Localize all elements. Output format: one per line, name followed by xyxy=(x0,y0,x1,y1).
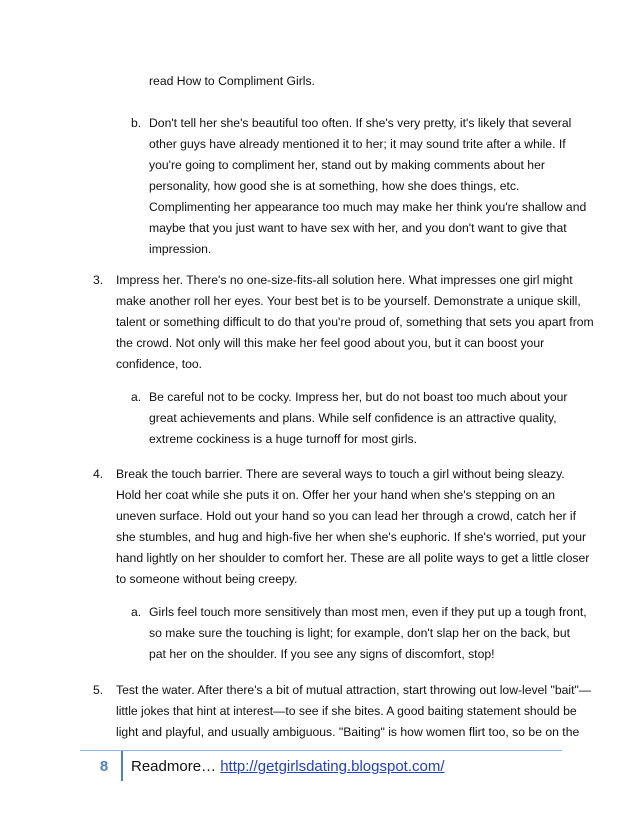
footer-link[interactable]: http://getgirlsdating.blogspot.com/ xyxy=(220,758,445,775)
text-line: great achievements and plans. While self confidence is an attractive quality, xyxy=(149,411,557,425)
text-line: she stumbles, and hug and high-five her when she's euphoric. If she's worried, put your xyxy=(116,530,587,544)
list-marker: a. xyxy=(131,605,142,619)
text-line: Be careful not to be cocky. Impress her, but do not boast too much about your xyxy=(149,390,568,404)
footer-separator xyxy=(121,751,123,781)
footer-prefix: Readmore… xyxy=(131,758,221,775)
text-line: Girls feel touch more sensitively than most men, even if they put up a tough front, xyxy=(149,605,587,619)
page-number: 8 xyxy=(99,758,109,775)
text-line: impression. xyxy=(149,242,212,256)
text-line: make another roll her eyes. Your best bet is to be yourself. Demonstrate a unique skill, xyxy=(116,294,581,308)
text-line: Complimenting her appearance too much may make her think you're shallow and xyxy=(149,200,587,214)
text-line: extreme cockiness is a huge turnoff for most girls. xyxy=(149,432,418,446)
text-line: Break the touch barrier. There are several ways to touch a girl without being sleazy. xyxy=(116,467,565,481)
text-line: the crowd. Not only will this make her feel good about you, but it can boost your xyxy=(116,336,545,350)
text-line: uneven surface. Hold out your hand so you can lead her through a crowd, catch her if xyxy=(116,509,577,523)
text-line: you're going to compliment her, stand out by making comments about her xyxy=(149,158,545,172)
list-marker: b. xyxy=(131,116,142,130)
footer-rule xyxy=(80,750,562,751)
text-line: Impress her. There's no one-size-fits-all solution here. What impresses one girl might xyxy=(116,273,573,287)
list-marker: 4. xyxy=(93,467,104,481)
text-line: pat her on the shoulder. If you see any signs of discomfort, stop! xyxy=(149,647,495,661)
text-line: little jokes that hint at interest—to see if she bites. A good baiting statement should be xyxy=(116,704,577,718)
text-line: personality, how good she is at something, how she does things, etc. xyxy=(149,179,520,193)
list-marker: 5. xyxy=(93,683,104,697)
text-line: so make sure the touching is light; for example, don't slap her on the back, but xyxy=(149,626,571,640)
text-line: talent or something difficult to do that you're proud of, something that sets you apart from xyxy=(116,315,594,329)
text-line: other guys have already mentioned it to her; it may sound trite after a while. If xyxy=(149,137,566,151)
footer-text xyxy=(131,756,445,778)
text-line: Don't tell her she's beautiful too often. If she's very pretty, it's likely that several xyxy=(149,116,572,130)
list-marker: a. xyxy=(131,390,142,404)
text-line: confidence, too. xyxy=(116,357,203,371)
text-line: maybe that you just want to have sex with her, and you don't want to give that xyxy=(149,221,567,235)
list-marker: 3. xyxy=(93,273,104,287)
text-line: Test the water. After there's a bit of mutual attraction, start throwing out low-level "bait"— xyxy=(116,683,592,697)
text-line: to someone without being creepy. xyxy=(116,572,298,586)
text-line: read How to Compliment Girls. xyxy=(149,74,315,88)
text-line: hand lightly on her shoulder to comfort her. These are all polite ways to get a little closer xyxy=(116,551,590,565)
text-line: light and playful, and usually ambiguous. "Baiting" is how women flirt too, so be on the xyxy=(116,725,580,739)
text-line: Hold her coat while she puts it on. Offer her your hand when she's stepping on an xyxy=(116,488,556,502)
